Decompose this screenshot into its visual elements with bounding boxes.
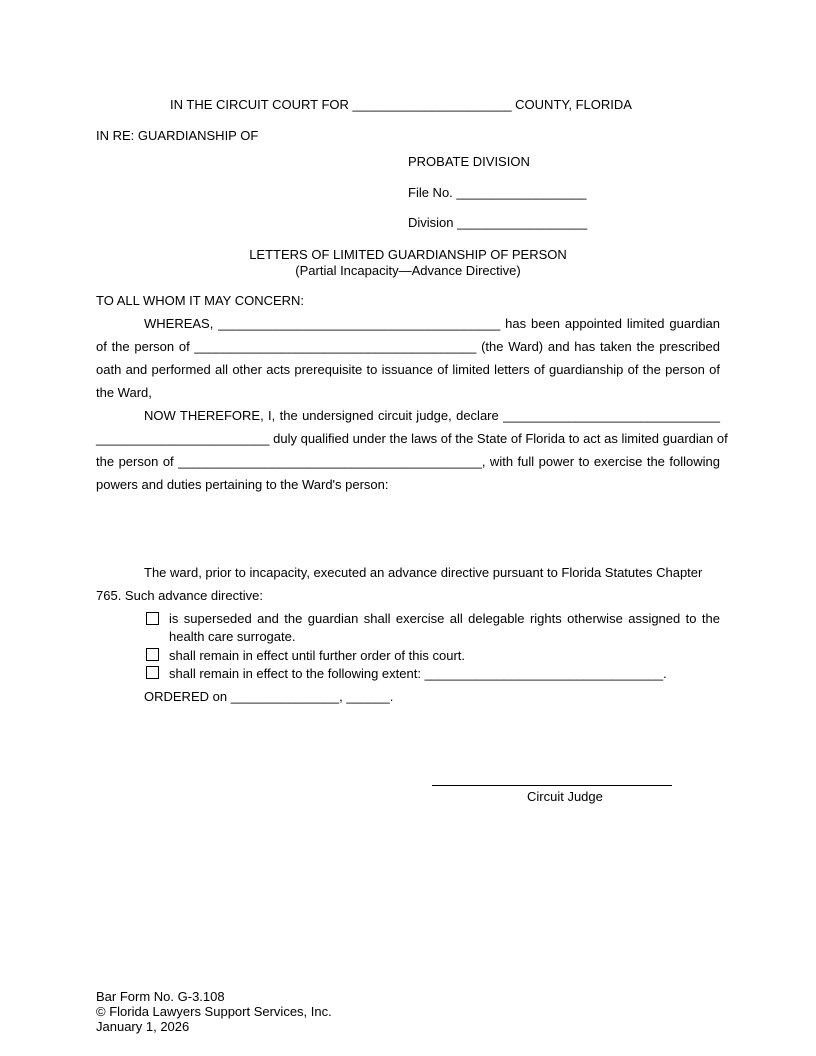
file-number: File No. __________________ xyxy=(408,185,587,200)
bar-form-number: Bar Form No. G-3.108 xyxy=(96,989,225,1004)
form-date: January 1, 2026 xyxy=(96,1019,190,1034)
signature-label: Circuit Judge xyxy=(527,789,603,804)
division-number: Division __________________ xyxy=(408,215,588,230)
declaration-line-3: the person of __________________________________________, with full power to exercise the following xyxy=(96,454,720,469)
court-caption: IN THE CIRCUIT COURT FOR ______________________ COUNTY, FLORIDA xyxy=(170,97,632,112)
remain-extent-checkbox[interactable] xyxy=(146,666,159,679)
signature-line xyxy=(432,785,672,786)
superseded-checkbox[interactable] xyxy=(146,612,159,625)
declaration-line-2: ________________________ duly qualified under the laws of the State of Florida to act as limited guardian of xyxy=(96,431,728,446)
option-superseded-line-2: health care surrogate. xyxy=(169,629,296,644)
whereas-line-4: the Ward, xyxy=(96,385,152,400)
in-re-caption: IN RE: GUARDIANSHIP OF xyxy=(96,128,259,143)
advance-directive-line-2: 765. Such advance directive: xyxy=(96,588,263,603)
document-title: LETTERS OF LIMITED GUARDIANSHIP OF PERSON xyxy=(249,247,567,262)
copyright-notice: © Florida Lawyers Support Services, Inc. xyxy=(96,1004,332,1019)
whereas-line-2: of the person of _______________________________________ (the Ward) and has taken the prescribed xyxy=(96,339,720,354)
option-remain-until-order: shall remain in effect until further order of this court. xyxy=(169,648,466,663)
remain-until-order-checkbox[interactable] xyxy=(146,648,159,661)
ordered-on: ORDERED on _______________, ______. xyxy=(144,689,394,704)
whereas-line-1: WHEREAS, _______________________________________ has been appointed limited guardian xyxy=(144,316,720,331)
declaration-line-4: powers and duties pertaining to the Ward's person: xyxy=(96,477,389,492)
whereas-line-3: oath and performed all other acts prerequisite to issuance of limited letters of guardianship of the person of xyxy=(96,362,720,377)
declaration-line-1: NOW THEREFORE, I, the undersigned circuit judge, declare ______________________________ xyxy=(144,408,720,423)
option-remain-extent: shall remain in effect to the following extent: _________________________________. xyxy=(169,666,667,681)
option-superseded-line-1: is superseded and the guardian shall exercise all delegable rights otherwise assigned to the xyxy=(169,611,720,626)
advance-directive-line-1: The ward, prior to incapacity, executed an advance directive pursuant to Florida Statutes Chapter xyxy=(144,565,703,580)
probate-division: PROBATE DIVISION xyxy=(408,154,530,169)
document-subtitle: (Partial Incapacity—Advance Directive) xyxy=(295,263,521,278)
salutation: TO ALL WHOM IT MAY CONCERN: xyxy=(96,293,305,308)
